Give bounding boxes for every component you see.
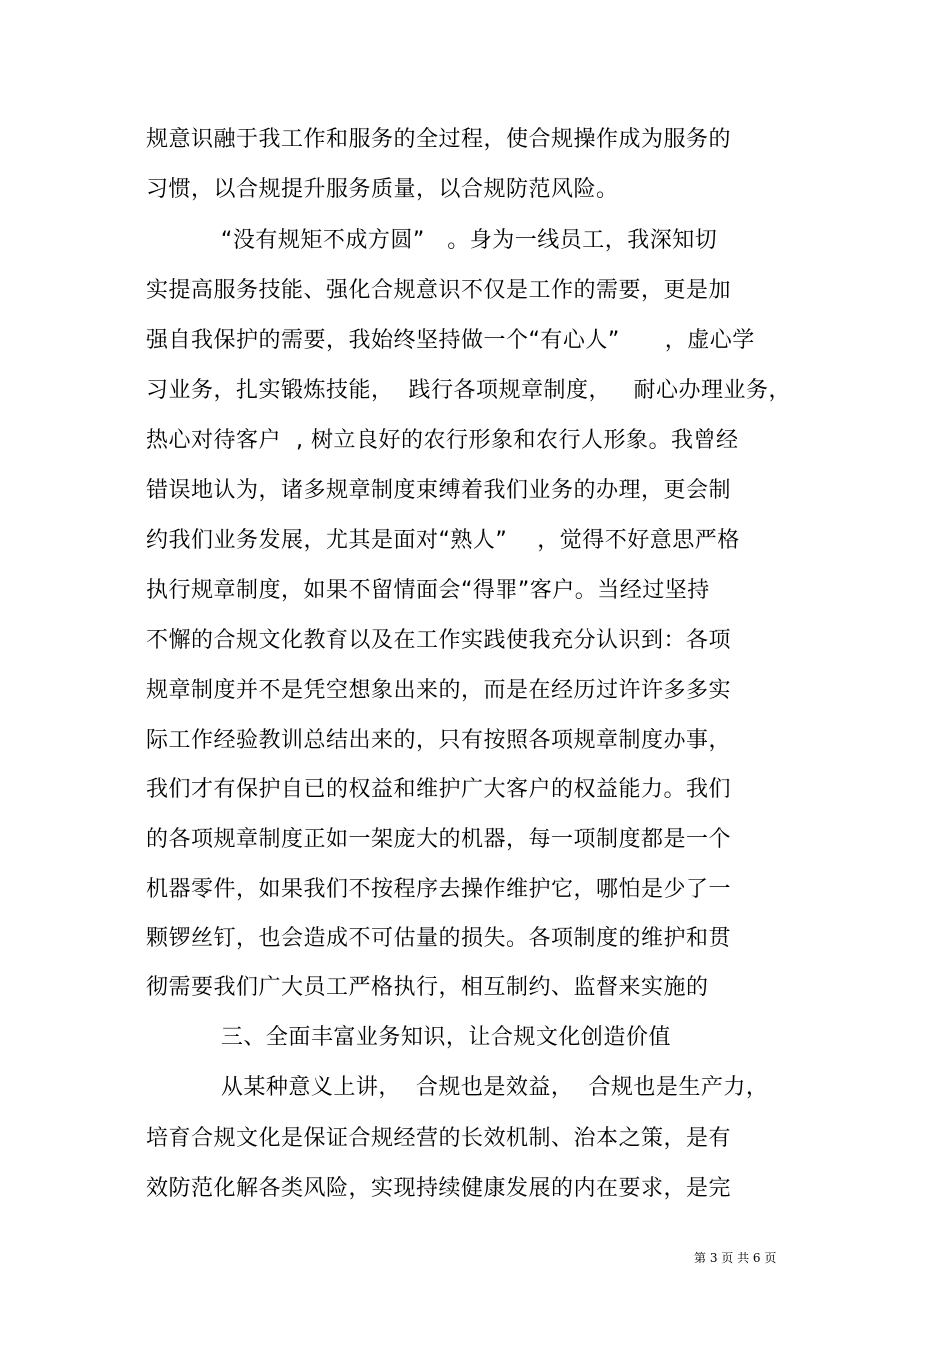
page-number-footer: 第 3 页 共 6 页 bbox=[694, 1251, 777, 1265]
text-line: 培育合规文化是保证合规经营的长效机制、治本之策，是有 bbox=[146, 1126, 732, 1151]
text-line: 我们才有保护自已的权益和维护广大客户的权益能力。我们 bbox=[146, 777, 732, 802]
text-line: 执行规章制度，如果不留情面会“得罪”客户。当经过坚持 bbox=[146, 578, 710, 603]
text-line: 从某种意义上讲， 合规也是效益， 合规也是生产力， bbox=[146, 1075, 769, 1100]
text-line: 颗锣丝钉，也会造成不可估量的损失。各项制度的维护和贯 bbox=[146, 926, 732, 951]
text-line: 机器零件，如果我们不按程序去操作维护它，哪怕是少了一 bbox=[146, 877, 732, 902]
text-line: 热心对待客户 , 树立良好的农行形象和农行人形象。我曾经 bbox=[146, 428, 739, 453]
text-line: 约我们业务发展，尤其是面对“熟人” ，觉得不好意思严格 bbox=[146, 528, 740, 553]
text-line: 效防范化解各类风险，实现持续健康发展的内在要求，是完 bbox=[146, 1176, 732, 1201]
section-heading: 三、全面丰富业务知识，让合规文化创造价值 bbox=[146, 1025, 671, 1050]
text-line: 错误地认为，诸多规章制度束缚着我们业务的办理，更会制 bbox=[146, 478, 732, 503]
text-line: 的各项规章制度正如一架庞大的机器，每一项制度都是一个 bbox=[146, 827, 732, 852]
text-line: “没有规矩不成方圆” 。身为一线员工，我深知切 bbox=[146, 228, 718, 253]
text-line: 实提高服务技能、强化合规意识不仅是工作的需要，更是加 bbox=[146, 278, 732, 303]
text-line: 习惯，以合规提升服务质量，以合规防范风险。 bbox=[146, 177, 619, 202]
text-line: 不懈的合规文化教育以及在工作实践使我充分认识到：各项 bbox=[146, 628, 732, 653]
text-line: 彻需要我们广大员工严格执行，相互制约、监督来实施的 bbox=[146, 975, 709, 1000]
text-line: 习业务，扎实锻炼技能， 践行各项规章制度， 耐心办理业务， bbox=[146, 378, 791, 403]
text-line: 规章制度并不是凭空想象出来的，而是在经历过许许多多实 bbox=[146, 678, 732, 703]
text-line: 际工作经验教训总结出来的，只有按照各项规章制度办事， bbox=[146, 728, 732, 753]
text-line: 规意识融于我工作和服务的全过程，使合规操作成为服务的 bbox=[146, 127, 732, 152]
text-line: 强自我保护的需要，我始终坚持做一个“有心人” ，虚心学 bbox=[146, 328, 755, 353]
